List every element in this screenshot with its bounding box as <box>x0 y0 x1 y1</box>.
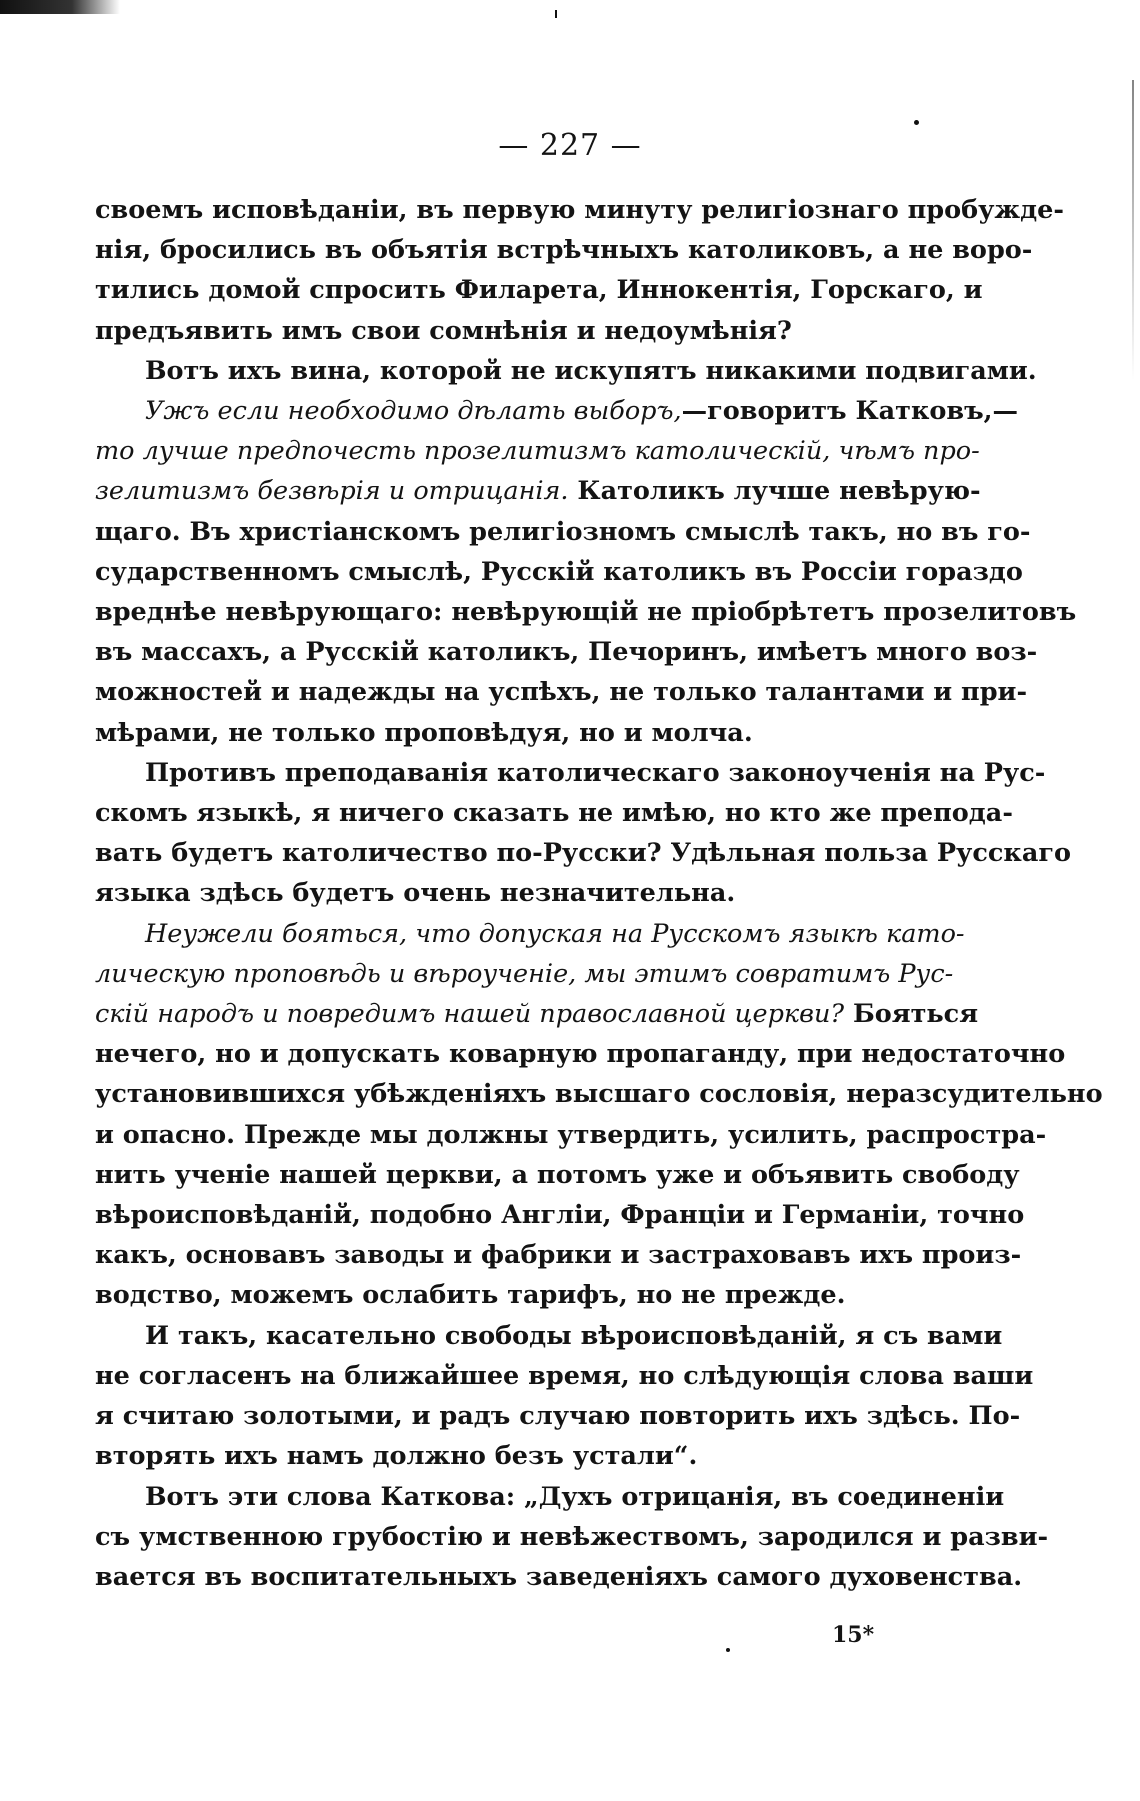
text-line: какъ, основавъ заводы и фабрики и застраховавъ ихъ произ- <box>95 1240 1022 1271</box>
text-line: можностей и надежды на успѣхъ, не только талантами и при- <box>95 677 1028 708</box>
text-line: не согласенъ на ближайшее время, но слѣдующія слова ваши <box>95 1360 1034 1391</box>
text-line-italic: лическую проповѣдь и вѣроученіе, мы этимъ совратимъ Рус- <box>95 958 954 989</box>
text-line: я считаю золотыми, и радъ случаю повторить ихъ здѣсь. По- <box>95 1401 1021 1432</box>
text-line: нить ученіе нашей церкви, а потомъ уже и объявить свободу <box>95 1159 1020 1190</box>
text-line: Противъ преподаванія католическаго законоученія на Рус- <box>145 757 1046 788</box>
text-line: установившихся убѣжденіяхъ высшаго сословія, неразсудительно <box>95 1079 1103 1110</box>
text-line <box>95 994 979 1034</box>
text-line: сударственномъ смыслѣ, Русскій католикъ въ Россіи гораздо <box>95 556 1023 587</box>
text-line: Вотъ эти слова Каткова: „Духъ отрицанія, въ соединеніи <box>145 1481 1005 1512</box>
text-line: и опасно. Прежде мы должны утвердить, усилить, распростра- <box>95 1119 1047 1150</box>
scan-speck <box>726 1648 730 1652</box>
text-fragment: Бояться <box>844 999 979 1030</box>
text-line <box>95 471 981 511</box>
italic-quote: зелитизмъ безвѣрія и отрицанія. <box>95 476 569 507</box>
text-line: вреднѣе невѣрующаго: невѣрующій не пріобрѣтетъ прозелитовъ <box>95 597 1077 628</box>
text-line: Вотъ ихъ вина, которой не искупятъ никакими подвигами. <box>145 355 1037 386</box>
body-text <box>95 190 1103 1597</box>
text-line: мѣрами, не только проповѣдуя, но и молча. <box>95 717 753 748</box>
text-fragment: Католикъ лучше невѣрую- <box>568 476 981 507</box>
text-line: вѣроисповѣданій, подобно Англіи, Франціи и Германіи, точно <box>95 1200 1025 1231</box>
text-line <box>95 391 1019 431</box>
text-line: водство, можемъ ослабить тарифъ, но не прежде. <box>95 1280 846 1311</box>
text-line: языка здѣсь будетъ очень незначительна. <box>95 878 736 909</box>
italic-quote: скій народъ и повредимъ нашей православной церкви? <box>95 999 845 1030</box>
text-line: скомъ языкѣ, я ничего сказать не имѣю, но кто же препода- <box>95 798 1013 829</box>
page-number: — 227 — <box>498 128 642 163</box>
text-line: съ умственною грубостію и невѣжествомъ, зародился и разви- <box>95 1521 1049 1552</box>
scan-smudge <box>0 0 120 14</box>
text-line: тились домой спросить Филарета, Иннокентія, Горскаго, и <box>95 275 983 306</box>
text-line-italic: Неужели бояться, что допуская на Русскомъ языкѣ като- <box>145 918 965 949</box>
scan-edge <box>1132 80 1134 380</box>
text-line: въ массахъ, а Русскій католикъ, Печоринъ, имѣетъ много воз- <box>95 637 1038 668</box>
signature-mark: 15* <box>832 1622 875 1648</box>
text-line: вторять ихъ намъ должно безъ устали“. <box>95 1441 698 1472</box>
scan-speck <box>555 10 557 18</box>
scan-speck <box>914 120 919 125</box>
text-line: щаго. Въ христіанскомъ религіозномъ смыслѣ такъ, но въ го- <box>95 516 1031 547</box>
text-line: И такъ, касательно свободы вѣроисповѣданій, я съ вами <box>145 1320 1003 1351</box>
text-line: нія, бросились въ объятія встрѣчныхъ католиковъ, а не воро- <box>95 235 1033 266</box>
text-fragment: —говоритъ Катковъ,— <box>681 396 1019 427</box>
text-line: вать будетъ католичество по-Русски? Удѣльная польза Русскаго <box>95 838 1071 869</box>
text-line: вается въ воспитательныхъ заведеніяхъ самого духовенства. <box>95 1561 1023 1592</box>
text-line: своемъ исповѣданіи, въ первую минуту религіознаго пробужде- <box>95 195 1064 225</box>
italic-quote: Ужъ если необходимо дѣлать выборъ, <box>145 396 682 427</box>
text-line-italic: то лучше предпочесть прозелитизмъ католическій, чѣмъ про- <box>95 436 980 467</box>
text-line: предъявить имъ свои сомнѣнія и недоумѣнія? <box>95 315 792 346</box>
text-line: нечего, но и допускать коварную пропаганду, при недостаточно <box>95 1039 1066 1070</box>
